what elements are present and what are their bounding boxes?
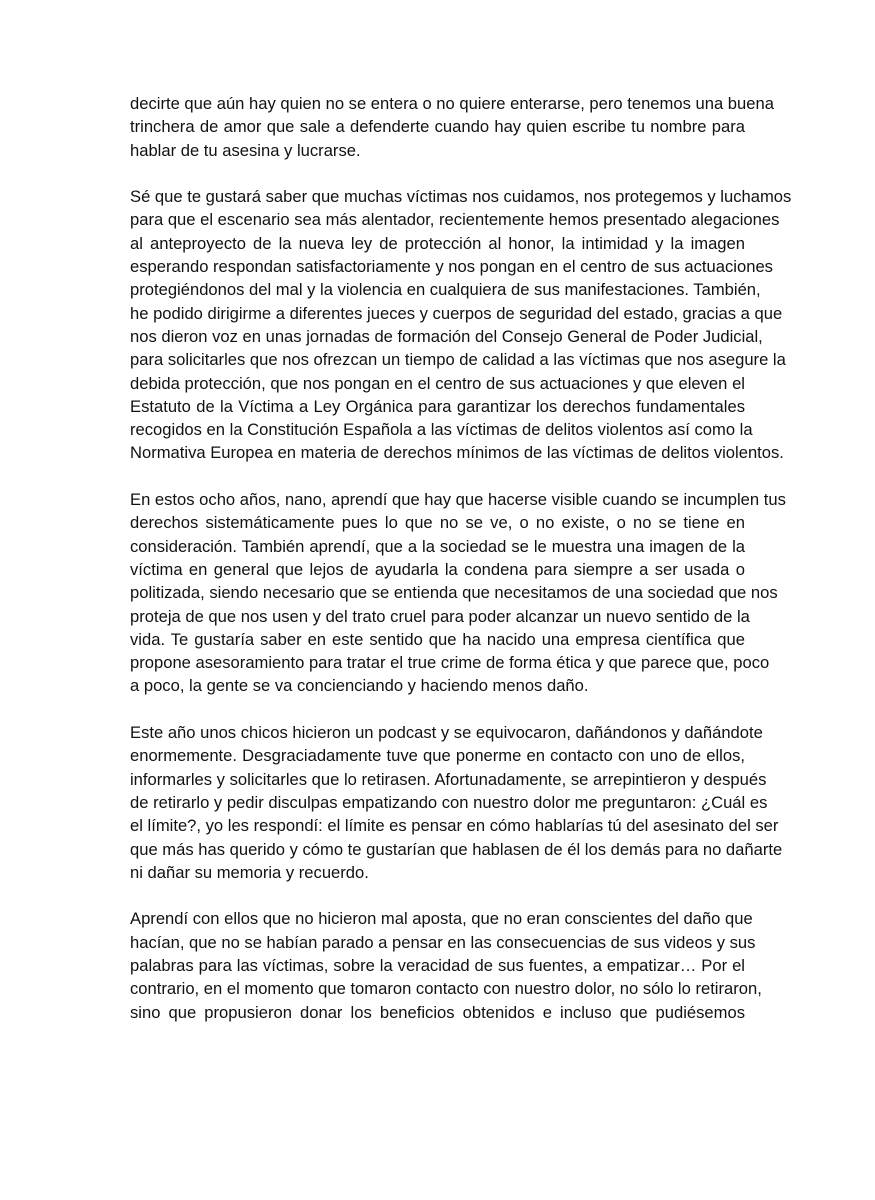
paragraph-3	[130, 488, 786, 698]
text-line: esperando respondan satisfactoriamente y nos pongan en el centro de sus actuaciones	[130, 257, 773, 277]
text-line: de retirarlo y pedir disculpas empatizando con nuestro dolor me preguntaron: ¿Cuál es	[130, 792, 768, 812]
text-line: Normativa Europea en materia de derechos mínimos de las víctimas de delitos violentos.	[130, 443, 784, 463]
text-line: nos dieron voz en unas jornadas de formación del Consejo General de Poder Judicial,	[130, 326, 763, 346]
paragraph-2	[130, 185, 792, 465]
text-line: contrario, en el momento que tomaron contacto con nuestro dolor, no sólo lo retiraron,	[130, 979, 762, 999]
text-line: decirte que aún hay quien no se entera o no quiere enterarse, pero tenemos una buena	[130, 94, 774, 113]
text-line: el límite?, yo les respondí: el límite es pensar en cómo hablarías tú del asesinato del ser	[130, 816, 779, 836]
text-line: Estatuto de la Víctima a Ley Orgánica para garantizar los derechos fundamentales	[130, 396, 745, 416]
text-line: ni dañar su memoria y recuerdo.	[130, 862, 369, 882]
text-line: proteja de que nos usen y del trato cruel para poder alcanzar un nuevo sentido de la	[130, 606, 750, 626]
text-line: sino que propusieron donar los beneficios obtenidos e incluso que pudiésemos	[130, 1002, 745, 1022]
paragraph-5	[130, 907, 762, 1023]
text-line: debida protección, que nos pongan en el centro de sus actuaciones y que eleven el	[130, 373, 745, 393]
text-line: enormemente. Desgraciadamente tuve que ponerme en contacto con uno de ellos,	[130, 746, 745, 766]
text-line: informarles y solicitarles que lo retirasen. Afortunadamente, se arrepintieron y después	[130, 769, 767, 789]
text-line: propone asesoramiento para tratar el true crime de forma ética y que parece que, poco	[130, 653, 770, 673]
text-line: derechos sistemáticamente pues lo que no se ve, o no existe, o no se tiene en	[130, 513, 745, 533]
paragraph-1	[130, 92, 774, 162]
text-line: para que el escenario sea más alentador, recientemente hemos presentado alegaciones	[130, 210, 780, 230]
text-line: que más has querido y cómo te gustarían que hablasen de él los demás para no dañarte	[130, 839, 783, 859]
text-line: recogidos en la Constitución Española a las víctimas de delitos violentos así como la	[130, 420, 753, 440]
text-line: Aprendí con ellos que no hicieron mal aposta, que no eran conscientes del daño que	[130, 909, 753, 929]
text-line: Este año unos chicos hicieron un podcast y se equivocaron, dañándonos y dañándote	[130, 723, 763, 743]
text-line: palabras para las víctimas, sobre la veracidad de sus fuentes, a empatizar… Por el	[130, 955, 745, 975]
text-line: consideración. También aprendí, que a la sociedad se le muestra una imagen de la	[130, 536, 745, 556]
text-line: para solicitarles que nos ofrezcan un tiempo de calidad a las víctimas que nos asegure la	[130, 350, 786, 370]
text-line: En estos ocho años, nano, aprendí que hay que hacerse visible cuando se incumplen tus	[130, 490, 786, 510]
text-line: protegiéndonos del mal y la violencia en cualquiera de sus manifestaciones. También,	[130, 280, 761, 300]
text-line: a poco, la gente se va concienciando y haciendo menos daño.	[130, 676, 589, 696]
text-line: al anteproyecto de la nueva ley de protección al honor, la intimidad y la imagen	[130, 233, 745, 253]
text-line: trinchera de amor que sale a defenderte cuando hay quien escribe tu nombre para	[130, 117, 745, 137]
text-line: víctima en general que lejos de ayudarla la condena para siempre a ser usada o	[130, 559, 745, 579]
document-body	[130, 92, 792, 1047]
text-line: he podido dirigirme a diferentes jueces y cuerpos de seguridad del estado, gracias a que	[130, 303, 783, 323]
text-line: Sé que te gustará saber que muchas víctimas nos cuidamos, nos protegemos y luchamos	[130, 187, 792, 207]
text-line: politizada, siendo necesario que se entienda que necesitamos de una sociedad que nos	[130, 583, 778, 603]
text-line: hacían, que no se habían parado a pensar en las consecuencias de sus videos y sus	[130, 932, 756, 952]
text-line: hablar de tu asesina y lucrarse.	[130, 140, 361, 160]
paragraph-4	[130, 721, 783, 884]
text-line: vida. Te gustaría saber en este sentido que ha nacido una empresa científica que	[130, 629, 745, 649]
